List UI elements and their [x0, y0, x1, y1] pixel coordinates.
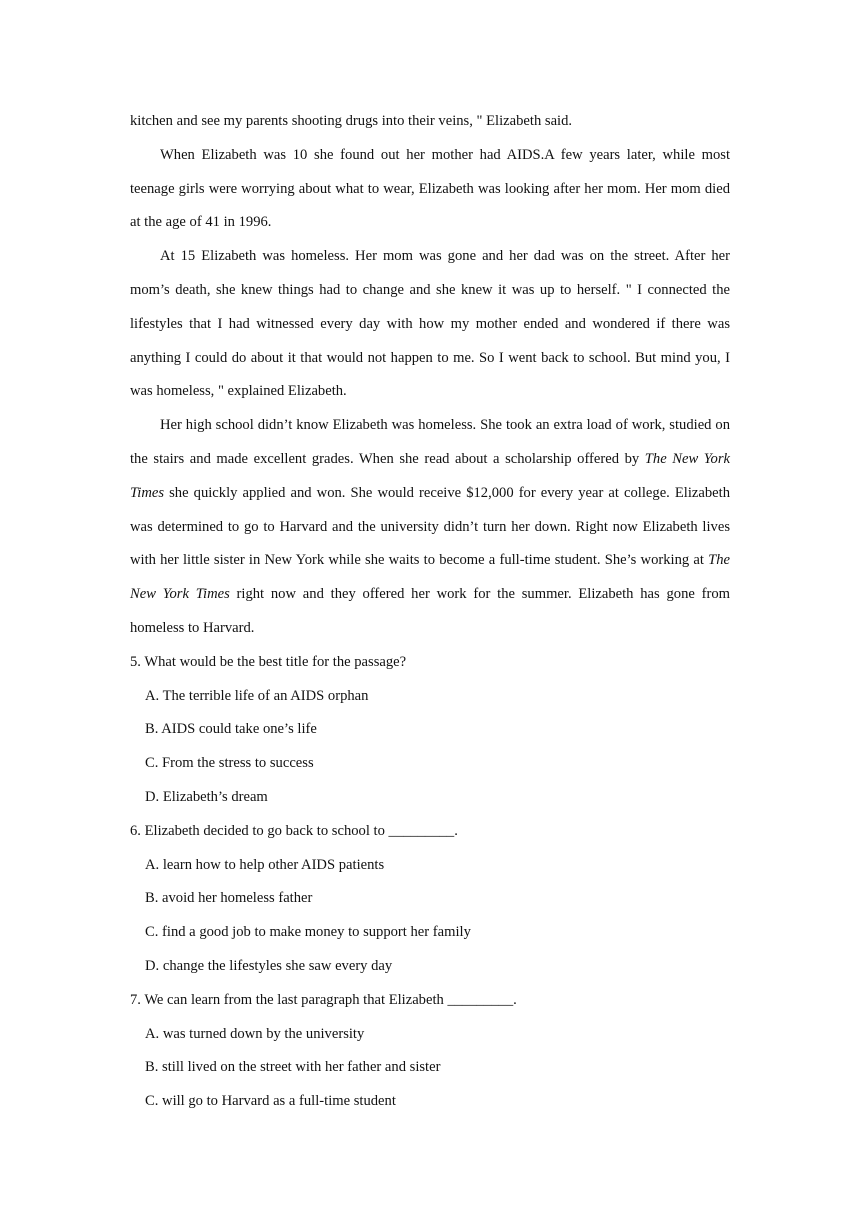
newspaper-title: The New York Times — [130, 450, 731, 501]
question-6 — [130, 815, 730, 984]
passage-text: right now and they offered her work for the summer. Elizabeth has gone from homeless to Harvard. — [130, 586, 730, 636]
newspaper-title: The New York Times — [130, 552, 730, 603]
question-stem: 6. Elizabeth decided to go back to school to _________. — [130, 822, 458, 839]
passage-paragraph-2: At 15 Elizabeth was homeless. Her mom was gone and her dad was on the street. After her mom’s death, she knew things had to change and she knew it was up to herself. " I connected the lifestyles that I had witnessed every day with how my mother ended and wondered if there was anything I could do about it that would not happen to me. So I went back to school. But mind you, I was homeless, " explained Elizabeth. — [130, 248, 730, 400]
passage-paragraph-continued — [130, 105, 730, 139]
answer-option: C. find a good job to make money to support her family — [145, 924, 471, 941]
answer-option: B. avoid her homeless father — [145, 890, 313, 907]
answer-option: D. change the lifestyles she saw every day — [145, 957, 393, 974]
passage-text: Her high school didn’t know Elizabeth was homeless. She took an extra load of work, studied on the stairs and made excellent grades. When she read about a scholarship offered by — [130, 417, 730, 467]
answer-option: D. Elizabeth’s dream — [145, 788, 268, 805]
page-content — [130, 105, 730, 1119]
answer-option: B. still lived on the street with her father and sister — [145, 1059, 441, 1076]
passage-text: she quickly applied and won. She would receive $12,000 for every year at college. Elizabeth was determined to go to Harvard and the university didn’t turn her down. Right now Elizabeth lives with her little sister in New York while she waits to become a full-time student. She’s working at — [130, 484, 730, 569]
answer-option: B. AIDS could take one’s life — [145, 721, 317, 738]
answer-option: A. The terrible life of an AIDS orphan — [145, 687, 369, 704]
passage-paragraph-3 — [130, 409, 730, 646]
question-5 — [130, 646, 730, 815]
answer-option: A. learn how to help other AIDS patients — [145, 856, 385, 873]
answer-option: A. was turned down by the university — [145, 1025, 365, 1042]
answer-option: C. From the stress to success — [145, 755, 314, 772]
question-stem: 5. What would be the best title for the passage? — [130, 653, 407, 670]
question-7 — [130, 984, 730, 1119]
passage-paragraph-1: When Elizabeth was 10 she found out her mother had AIDS.A few years later, while most teenage girls were worrying about what to wear, Elizabeth was looking after her mom. Her mom died at the age of 41 in 1996. — [130, 146, 730, 231]
answer-option: C. will go to Harvard as a full-time student — [145, 1093, 396, 1110]
passage-text: kitchen and see my parents shooting drugs into their veins, " Elizabeth said. — [130, 113, 573, 129]
question-stem: 7. We can learn from the last paragraph that Elizabeth _________. — [130, 991, 517, 1008]
